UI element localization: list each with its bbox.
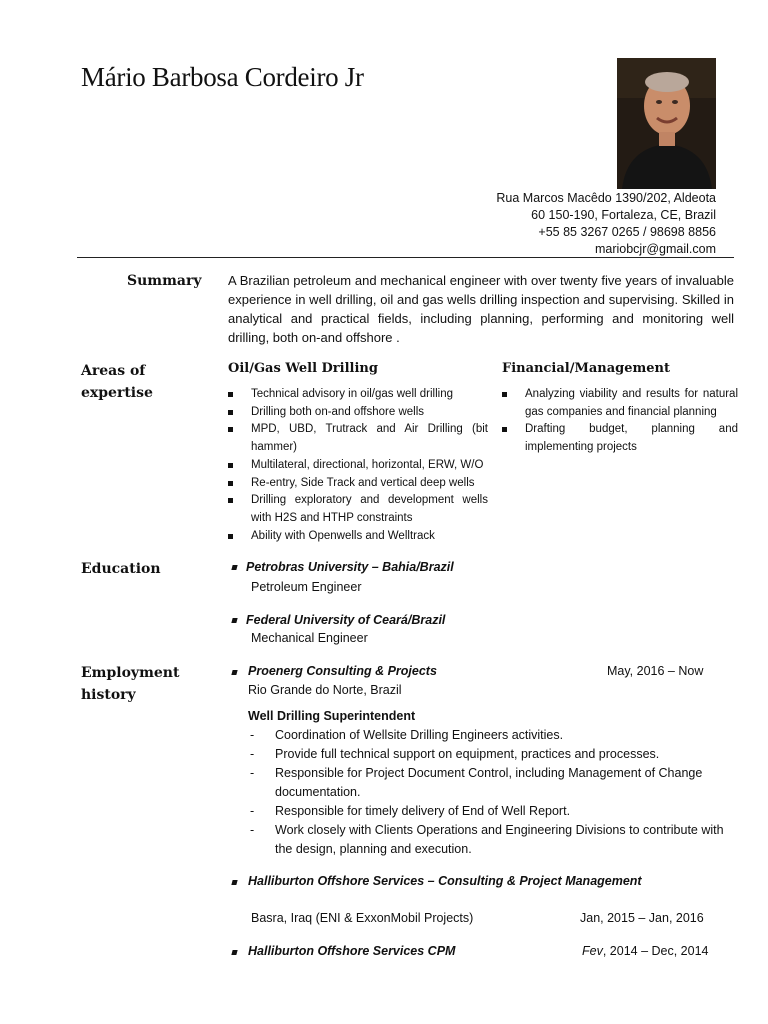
expertise-col2-heading: Financial/Management xyxy=(502,361,670,376)
list-item: - Responsible for Project Document Control, including Management of Change documentation. xyxy=(248,764,728,802)
bullet-icon xyxy=(231,565,237,570)
header-divider xyxy=(77,257,734,258)
list-item: Drilling both on-and offshore wells xyxy=(228,404,488,422)
list-item: Drafting budget, planning and implementing projects xyxy=(502,421,738,456)
education-school-1: Petrobras University – Bahia/Brazil xyxy=(246,560,454,574)
expertise-col1-list xyxy=(228,386,488,545)
bullet-icon xyxy=(231,880,237,885)
summary-text: A Brazilian petroleum and mechanical engineer with over twenty five years of invaluable experience in well drilling, oil and gas wells drilling inspection and supervising. Skilled in analytical and practical fields, including planning, performing and monitoring well drilling, both on-and offshore . xyxy=(228,273,734,345)
job3-dates-rest: , 2014 – Dec, 2014 xyxy=(602,944,709,958)
list-item: MPD, UBD, Trutrack and Air Drilling (bit hammer) xyxy=(228,421,488,456)
contact-block xyxy=(496,190,716,258)
expertise-col2-list xyxy=(502,386,738,457)
employment-label-line2: history xyxy=(81,687,136,703)
list-item: Analyzing viability and results for natural gas companies and financial planning xyxy=(502,386,738,421)
job1-company: Proenerg Consulting & Projects xyxy=(248,664,437,678)
job1-dates: May, 2016 – Now xyxy=(607,664,704,678)
employment-label-line1: Employment xyxy=(81,665,180,681)
profile-photo xyxy=(617,58,716,189)
list-item: - Coordination of Wellsite Drilling Engineers activities. xyxy=(248,726,728,745)
list-item: Multilateral, directional, horizontal, ERW, W/O xyxy=(228,457,488,475)
job3-dates xyxy=(582,944,708,958)
job1-role: Well Drilling Superintendent xyxy=(248,709,416,723)
address-line: Rua Marcos Macêdo 1390/202, Aldeota xyxy=(496,191,716,205)
list-item: Re-entry, Side Track and vertical deep wells xyxy=(228,475,488,493)
job2-company: Halliburton Offshore Services – Consulting & Project Management xyxy=(248,874,642,888)
job3-company: Halliburton Offshore Services CPM xyxy=(248,944,456,958)
bullet-icon xyxy=(231,950,237,955)
expertise-label-line2: expertise xyxy=(81,385,153,401)
list-item: - Responsible for timely delivery of End of Well Report. xyxy=(248,802,728,821)
job2-location: Basra, Iraq (ENI & ExxonMobil Projects) xyxy=(251,911,474,925)
expertise-col1-heading: Oil/Gas Well Drilling xyxy=(228,361,378,376)
list-item: Technical advisory in oil/gas well drilling xyxy=(228,386,488,404)
candidate-name: Mário Barbosa Cordeiro Jr xyxy=(81,62,364,92)
list-item: - Work closely with Clients Operations and Engineering Divisions to contribute with the design, planning and execution. xyxy=(248,821,728,859)
list-item: Ability with Openwells and Welltrack xyxy=(228,528,488,546)
phone-line: +55 85 3267 0265 / 98698 8856 xyxy=(538,225,716,239)
city-line: 60 150-190, Fortaleza, CE, Brazil xyxy=(531,208,716,222)
expertise-label xyxy=(81,360,153,404)
job2-dates: Jan, 2015 – Jan, 2016 xyxy=(580,911,704,925)
education-degree-1: Petroleum Engineer xyxy=(251,580,362,594)
education-school-2: Federal University of Ceará/Brazil xyxy=(246,613,446,627)
job1-location: Rio Grande do Norte, Brazil xyxy=(248,683,402,697)
expertise-label-line1: Areas of xyxy=(81,363,146,379)
bullet-icon xyxy=(231,618,237,623)
education-degree-2: Mechanical Engineer xyxy=(251,631,368,645)
portrait-image xyxy=(617,58,716,189)
bullet-icon xyxy=(231,670,237,675)
list-item: Drilling exploratory and development wells with H2S and HTHP constraints xyxy=(228,492,488,527)
summary-label: Summary xyxy=(127,273,202,289)
email-line: mariobcjr@gmail.com xyxy=(594,242,716,256)
employment-label xyxy=(81,662,179,706)
education-label: Education xyxy=(81,561,161,577)
list-item: - Provide full technical support on equipment, practices and processes. xyxy=(248,745,728,764)
job3-dates-month: Fev xyxy=(582,944,603,958)
job1-duties xyxy=(248,726,728,859)
